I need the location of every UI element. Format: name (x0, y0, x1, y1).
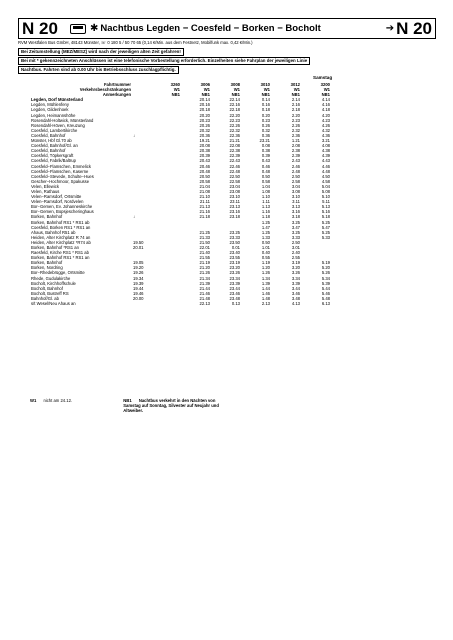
departure-time: 4.26 (321, 122, 330, 128)
station-name: Bor−Gemen, Ev. Johanneskirche (31, 204, 93, 210)
station-name: Borken, Bahnhof RS1 * RS1 an (31, 255, 90, 261)
departure-time: 20.50 (199, 173, 210, 179)
departure-time: 2.58 (291, 178, 300, 184)
departure-time: 20.46 (199, 163, 210, 169)
departure-time: 3.01 (291, 245, 300, 250)
departure-time: 23.34 (229, 275, 240, 281)
departure-time: 23.10 (229, 194, 240, 200)
departure-time: 3.11 (292, 199, 300, 205)
departure-time: 1.25 (261, 219, 270, 225)
station-name: Bor−Rhedebrügge, Ortsmitte (31, 270, 85, 276)
station-name: Münster, Hbf Gl.70 ab (31, 138, 72, 144)
departure-time: 22.36 (229, 132, 240, 138)
departure-time: 1.34 (261, 275, 270, 281)
departure-time: 21.19 (199, 260, 210, 266)
departure-time: 22.46 (229, 163, 240, 169)
departure-time: 3.10 (291, 194, 300, 200)
departure-time: 4.48 (321, 168, 330, 174)
departure-time: 2.36 (291, 132, 300, 138)
station-name: Coesfeld, Lambertikirche (31, 127, 78, 133)
restriction-row-cell: W1 (323, 87, 330, 93)
departure-time: 2.32 (291, 127, 300, 133)
departure-time: 20.58 (199, 178, 210, 184)
departure-time: 23.20 (229, 265, 240, 271)
timetable (30, 82, 331, 306)
departure-time: 3.18 (291, 214, 300, 220)
operator-info: RVM Westfalen Bus GmbH, 48143 Münster, ☏ 0 180 5 / 50 70 65 (0,14 €/Min. aus dem Festnetz, Mobilfunk max. 0,42 €/Min.) (18, 40, 253, 45)
station-name: Coesfeld−Flamschen, Emmelick (31, 163, 91, 169)
departure-time: 4.58 (321, 178, 330, 184)
departure-time: 4.14 (321, 97, 330, 103)
station-extra: ↓ (133, 214, 136, 220)
remark-row-cell: NB1 (201, 92, 210, 98)
departure-time: 23.33 (229, 234, 240, 240)
line-header (18, 18, 436, 39)
departure-time: 23.08 (229, 188, 240, 194)
departure-time: 1.19 (261, 260, 270, 266)
departure-time: 5.20 (321, 265, 330, 271)
station-name: Ahaus, Bahnhof R51 ab (31, 229, 76, 235)
departure-time: 20.32 (199, 127, 210, 133)
departure-time: 22.16 (229, 102, 240, 108)
departure-time: 4.23 (321, 117, 330, 123)
departure-time: 21.04 (199, 183, 210, 189)
departure-time: 5.04 (321, 183, 330, 189)
departure-time: 3.39 (291, 280, 300, 286)
trip-number-row-cell: 3008 (230, 82, 240, 87)
departure-time: 22.08 (229, 143, 240, 149)
departure-time: 20.43 (199, 158, 210, 164)
departure-time: 5.08 (321, 188, 330, 194)
departure-time: 23.21 (259, 138, 270, 144)
departure-time: 5.33 (321, 234, 330, 240)
station-extra: 19.05 (133, 260, 144, 266)
remark-row-cell: NB1 (261, 92, 270, 98)
departure-time: 3.48 (291, 295, 300, 301)
station-name: Borken, Bahnhof *RS1 an (31, 245, 79, 250)
departure-time: 20.39 (199, 153, 210, 159)
departure-time: 2.08 (291, 143, 300, 149)
departure-time: 22.50 (229, 173, 240, 179)
departure-time: 22.39 (229, 153, 240, 159)
departure-time: 3.44 (291, 285, 300, 291)
departure-time: 0.39 (261, 153, 270, 159)
station-name: Legden, Mühlenfeny (31, 102, 69, 108)
departure-time: 21.33 (199, 234, 210, 240)
departure-time: 23.55 (229, 255, 240, 261)
station-name: Coesfeld, Borken RS1 * RS1 an (31, 224, 91, 230)
departure-time: 4.36 (321, 132, 330, 138)
nightbus-star-icon: ✱ (90, 23, 99, 34)
departure-time: 4.08 (321, 143, 330, 149)
departure-time: 23.48 (229, 295, 240, 301)
remark-row-cell: NB1 (321, 92, 330, 98)
departure-time: 2.38 (291, 148, 300, 154)
departure-time: 21.20 (199, 265, 210, 271)
departure-time: 0.26 (261, 122, 270, 128)
departure-time: 23.04 (229, 183, 240, 189)
departure-time: 2.40 (291, 250, 300, 256)
departure-time: 4.20 (321, 112, 330, 118)
departure-time: 0.14 (261, 97, 270, 103)
departure-time: 5.34 (321, 275, 330, 281)
departure-time: 0.48 (261, 168, 270, 174)
departure-time: 1.21 (291, 138, 300, 144)
departure-time: 4.38 (321, 148, 330, 154)
departure-time: 3.16 (291, 209, 300, 215)
departure-time: 21.18 (199, 214, 210, 220)
note-time-change: Bei Zeitumstellung (MEZ/MESZ) wird nach der jeweiligen alten Zeit gefahren! (18, 48, 184, 56)
departure-time: 3.46 (291, 290, 300, 296)
departure-time: 21.21 (229, 138, 240, 144)
arrow-right-icon: ➔ (385, 23, 395, 34)
departure-time: 0.50 (261, 239, 270, 245)
departure-time: 21.48 (199, 295, 210, 301)
departure-time: 6.13 (321, 301, 330, 307)
departure-time: 5.25 (321, 219, 330, 225)
departure-time: 2.39 (291, 153, 300, 159)
departure-time: 3.20 (291, 265, 300, 271)
route-title: Nachtbus Legden − Coesfeld − Borken − Bocholt (100, 23, 321, 34)
restriction-row-cell: W1 (293, 87, 300, 93)
departure-time: 20.26 (199, 122, 210, 128)
departure-time: 5.44 (321, 285, 330, 291)
departure-time: 2.43 (291, 158, 300, 164)
restriction-row-cell: W1 (173, 87, 180, 93)
departure-time: 3.13 (291, 204, 300, 210)
station-extra: 19.34 (133, 275, 144, 281)
departure-time: 5.13 (321, 204, 330, 210)
station-extra: 20.00 (133, 295, 144, 301)
station-name: Bocholt, Bustreff RS (31, 290, 69, 296)
station-name: Coesfeld−Flamschen, Kaserne (31, 168, 89, 174)
departure-time: 5.47 (321, 224, 330, 230)
station-name: Legden, Dorf Münsterland (31, 97, 83, 103)
station-extra (132, 301, 151, 306)
departure-time: 5.19 (321, 260, 330, 266)
bus-icon (70, 24, 86, 34)
departure-time: 22.32 (229, 127, 240, 133)
departure-time: 22.26 (229, 122, 240, 128)
departure-time: 19.21 (199, 138, 210, 144)
departure-time: 1.25 (261, 229, 270, 235)
departure-time: 21.40 (199, 250, 210, 256)
departure-time: 0.58 (261, 178, 270, 184)
departure-time: 20.20 (199, 112, 210, 118)
station-name: Velen−Ramsdorf, Ortsmitte (31, 194, 82, 200)
day-label: Samstag (313, 75, 333, 80)
departure-time: 23.18 (229, 214, 240, 220)
departure-time: 4.16 (321, 102, 330, 108)
departure-time: 5.10 (321, 194, 330, 200)
departure-time: 3.26 (291, 270, 300, 276)
station-name: Coesfeld, Bahnhof (31, 132, 66, 138)
trip-number-row-cell: 3012 (290, 82, 300, 87)
departure-time: 0.38 (261, 148, 270, 154)
departure-time: 0.13 (231, 301, 240, 307)
departure-time: 21.11 (199, 199, 210, 205)
departure-time: 1.33 (261, 234, 270, 240)
departure-time: 0.46 (261, 163, 270, 169)
station-name: Borken, Bahnhof (31, 260, 63, 266)
departure-time: 21.34 (199, 275, 210, 281)
trip-number-row-cell: 3006 (200, 82, 210, 87)
departure-time: 3.21 (321, 138, 330, 144)
station-name: Velen−Ramsdorf, Nordvelen (31, 199, 84, 205)
departure-time: 4.50 (321, 173, 330, 179)
departure-time: 22.23 (229, 117, 240, 123)
departure-time: 22.38 (229, 148, 240, 154)
station-name: Coesfeld−Stevede, Schulte−Hues (31, 173, 94, 179)
station-extra: 19.39 (133, 280, 144, 286)
footnotes (30, 398, 283, 413)
station-extra: 19.26 (133, 270, 144, 276)
departure-time: 3.47 (291, 224, 300, 230)
departure-time: 21.46 (199, 290, 210, 296)
footnote-w1-key: W1 (30, 398, 37, 403)
departure-time: 2.55 (291, 255, 300, 261)
departure-time: 1.20 (261, 265, 270, 271)
departure-time: 4.18 (321, 107, 330, 113)
departure-time: 3.25 (291, 229, 300, 235)
departure-time: 22.48 (229, 168, 240, 174)
departure-time: 3.04 (291, 183, 300, 189)
departure-time: 0.36 (261, 132, 270, 138)
departure-time: 4.46 (321, 163, 330, 169)
departure-time: 5.25 (321, 229, 330, 235)
remark-row-cell: NB1 (171, 92, 180, 98)
departure-time: 2.26 (291, 122, 300, 128)
departure-time: 2.20 (291, 112, 300, 118)
departure-time: 0.55 (261, 255, 270, 261)
station-name: Legden, Gildenhoek (31, 107, 69, 113)
departure-time (151, 301, 181, 306)
note-reservation: Bei mit * gekennzeichneten Anschlüssen ist eine telefonische Vorbestellung erforderlich. Einzelheiten siehe Fahrplan der jeweiligen Linie (18, 57, 310, 65)
departure-time: 2.13 (261, 301, 270, 307)
departure-time: 20.16 (199, 102, 210, 108)
departure-time: 23.25 (229, 229, 240, 235)
station-name: Borken, Bahnhof (31, 214, 63, 220)
remark-row-cell: NB1 (291, 92, 300, 98)
departure-time: 1.10 (261, 194, 270, 200)
departure-time: 22.01 (199, 245, 210, 250)
departure-time: 1.48 (261, 295, 270, 301)
departure-time: 21.55 (199, 255, 210, 261)
departure-time: 20.48 (199, 168, 210, 174)
departure-time: 21.13 (199, 204, 210, 210)
departure-time: 1.26 (261, 270, 270, 276)
station-extra: 19.50 (133, 239, 144, 245)
footnote-nb1-text: Nachtbus verkehrt in den Nächten von Samstag auf Sonntag, Silvester auf Neujahr und Altweiber. (123, 398, 219, 413)
line-number: N 20 (22, 18, 58, 38)
departure-time: 22.14 (229, 97, 240, 103)
trip-number-row-cell: 3010 (260, 82, 270, 87)
departure-time: 20.14 (199, 97, 210, 103)
departure-time: 21.16 (199, 209, 210, 215)
station-name: Velen, Ellewick (31, 183, 59, 189)
departure-time: 23.46 (229, 290, 240, 296)
station-name: Velen, Rathaus (31, 188, 60, 194)
station-name: Bahnhof/Gl. ab (31, 295, 59, 301)
station-extra: 19.46 (133, 290, 144, 296)
departure-time: 22.13 (199, 301, 210, 307)
station-name: s/t Wesel/Neu Ahaus an (31, 301, 76, 307)
departure-time: 2.46 (291, 163, 300, 169)
departure-time: 4.13 (291, 301, 300, 307)
line-number-right: N 20 (396, 18, 432, 38)
departure-time: 3.08 (291, 188, 300, 194)
footnote-nb1 (123, 398, 233, 413)
departure-time: 0.40 (261, 250, 270, 256)
departure-time: 0.08 (261, 143, 270, 149)
remark-row-label: Anmerkungen (102, 92, 131, 98)
station-name: Rosendahl-Höven, Kreuzung (31, 122, 85, 128)
departure-time: 0.20 (261, 112, 270, 118)
station-name: Gescher−Hochmoor, Spakusse (31, 178, 90, 184)
departure-time: 5.26 (321, 270, 330, 276)
departure-time: 4.39 (321, 153, 330, 159)
station-name: Coesfeld, Fabrik/Baltrup (31, 158, 76, 164)
departure-time: 5.11 (322, 199, 330, 205)
departure-time: 22.18 (229, 107, 240, 113)
departure-time: 1.08 (261, 188, 270, 194)
note-surcharge: Nachtbus. Fahrten sind ab 0.00 Uhr bis Betriebsschluss zuschlagpflichtig. (18, 66, 179, 74)
departure-time: 21.44 (199, 285, 210, 291)
departure-time: 20.36 (199, 132, 210, 138)
departure-time: 1.01 (261, 245, 270, 250)
departure-time: 0.32 (261, 127, 270, 133)
trip-number-row-cell: 3260 (170, 82, 180, 87)
departure-time: 3.19 (291, 260, 300, 266)
departure-time: 0.43 (261, 158, 270, 164)
departure-time: 21.39 (199, 280, 210, 286)
station-name: Heiden, Alter Kirchplatz *R74 ab (31, 239, 91, 245)
footnote-w1-text: nicht am 24.12. (43, 398, 73, 403)
departure-time: 23.13 (229, 204, 240, 210)
restriction-row-label: Verkehrsbeschränkungen (79, 87, 131, 93)
departure-time: 1.18 (261, 214, 270, 220)
departure-time: 1.46 (261, 290, 270, 296)
departure-time: 1.11 (262, 199, 270, 205)
departure-time: 3.33 (291, 234, 300, 240)
departure-time: 2.48 (291, 168, 300, 174)
departure-time: 22.58 (229, 178, 240, 184)
departure-time: 0.18 (261, 107, 270, 113)
departure-time: 23.40 (229, 250, 240, 256)
trip-number-row-label: Fahrtnummer (104, 82, 131, 87)
departure-time: 4.32 (321, 127, 330, 133)
departure-time: 5.48 (321, 295, 330, 301)
station-name: Coesfeld, Töpkersgraft (31, 153, 74, 159)
departure-time: 1.39 (261, 280, 270, 286)
trip-number-row-cell: 3200 (320, 82, 330, 87)
station-name: Borken, Nordring (31, 265, 63, 271)
departure-time: 3.34 (291, 275, 300, 281)
restriction-row-cell: W1 (233, 87, 240, 93)
departure-time: 2.23 (291, 117, 300, 123)
departure-time: 20.38 (199, 148, 210, 154)
departure-time: 1.16 (261, 209, 270, 215)
departure-time: 21.26 (199, 270, 210, 276)
departure-time: 21.50 (199, 239, 210, 245)
departure-time: 3.25 (291, 219, 300, 225)
departure-time: 1.47 (261, 224, 270, 230)
departure-time: 22.20 (229, 112, 240, 118)
departure-time: 2.16 (291, 102, 300, 108)
departure-time: 21.25 (199, 229, 210, 235)
station-name: Bor−Gemen, Bopsjescheringhaus (31, 209, 94, 215)
departure-time: 20.23 (199, 117, 210, 123)
departure-time: 0.50 (261, 173, 270, 179)
departure-time: 0.01 (231, 245, 240, 250)
station-name: Coesfeld, Bahnhof (31, 148, 66, 154)
table-row (30, 301, 331, 306)
departure-time: 2.50 (291, 239, 300, 245)
departure-time: 23.50 (229, 239, 240, 245)
departure-time: 1.04 (261, 183, 270, 189)
departure-time: 23.39 (229, 280, 240, 286)
departure-time: 0.16 (261, 102, 270, 108)
station-name: Borken, Bahnhof RS1 * RS1 ab (31, 219, 90, 225)
station-name: Bocholt, Kirchhoffschule (31, 280, 76, 286)
station-name: Rhede, Gudulakirche (31, 275, 71, 281)
footnote-nb1-key: NB1 (123, 398, 132, 403)
station-extra: ↓ (133, 132, 136, 138)
departure-time: 20.08 (199, 143, 210, 149)
departure-time: 23.26 (229, 270, 240, 276)
station-extra: 20.01 (133, 245, 144, 250)
station-extra: 19.44 (133, 285, 144, 291)
restriction-row-cell: W1 (263, 87, 270, 93)
departure-time: 2.18 (291, 107, 300, 113)
departure-time: 5.39 (321, 280, 330, 286)
station-name: Rosendahl-Holtwick, Münsterland (31, 117, 94, 123)
departure-time: 23.11 (229, 199, 240, 205)
departure-time: 0.23 (261, 117, 270, 123)
departure-time: 23.19 (229, 260, 240, 266)
departure-time: 2.14 (291, 97, 300, 103)
departure-time: 5.16 (321, 209, 330, 215)
departure-time: 5.46 (321, 290, 330, 296)
station-name: Raesfeld, Kirche RS1 * RS1 ab (31, 250, 89, 256)
departure-time: 21.10 (199, 194, 210, 200)
departure-time: 20.18 (199, 107, 210, 113)
footnote-w1 (30, 398, 72, 403)
departure-time: 23.16 (229, 209, 240, 215)
station-name: Heiden, Alter Kirchplatz R 74 an (31, 234, 91, 240)
station-extra: 19.20 (133, 265, 144, 271)
station-name: Coesfeld, Bahnhof/Gl. an (31, 143, 78, 149)
station-name: Legden, Heimannshöhe (31, 112, 76, 118)
station-name: Bocholt, Bahnhof (31, 285, 63, 291)
remark-row-cell: NB1 (231, 92, 240, 98)
departure-time: 21.08 (199, 188, 210, 194)
departure-time: 1.13 (261, 204, 270, 210)
departure-time: 2.50 (291, 173, 300, 179)
restriction-row-cell: W1 (203, 87, 210, 93)
departure-time: 5.18 (321, 214, 330, 220)
departure-time: 4.43 (321, 158, 330, 164)
departure-time: 1.44 (261, 285, 270, 291)
departure-time: 23.44 (229, 285, 240, 291)
departure-time: 22.43 (229, 158, 240, 164)
